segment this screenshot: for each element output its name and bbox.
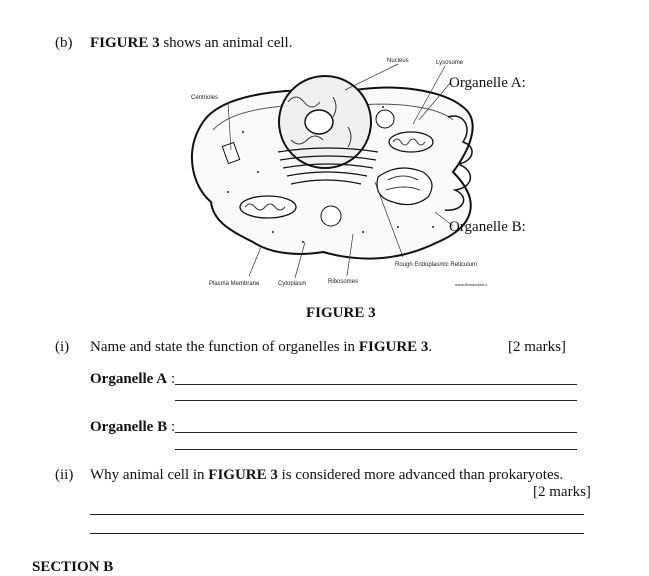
q-i-text-post: . — [428, 339, 433, 355]
q-ii-label: (ii) — [55, 467, 74, 483]
figure-caption: FIGURE 3 — [306, 305, 376, 321]
q-i-marks: [2 marks] — [508, 339, 566, 355]
next-section-heading: SECTION B — [32, 559, 114, 575]
organelle-b-label: Organelle B — [90, 419, 168, 435]
label-centrioles: Centrioles — [191, 95, 219, 101]
q-ii-text-post: is considered more advanced than prokaryotes. — [277, 467, 564, 483]
answer-line-b2[interactable] — [175, 449, 577, 450]
label-lysosome: Lysosome — [436, 60, 464, 66]
organelle-a-colon: : — [167, 371, 175, 387]
q-ii-fig-ref: FIGURE 3 — [208, 467, 278, 483]
q-i-text-pre: Name and state the function of organelles in — [90, 339, 359, 355]
label-ribosomes: Ribosomes — [328, 279, 359, 285]
q-i-label: (i) — [55, 339, 70, 355]
answer-line-a1[interactable] — [175, 384, 577, 385]
q-ii-text — [90, 467, 563, 484]
answer-line-ii2[interactable] — [90, 533, 584, 534]
label-nucleus: Nucleus — [387, 58, 409, 64]
vesicle-bottom — [321, 206, 341, 226]
figure-ref: FIGURE 3 — [90, 35, 160, 51]
answer-line-a2[interactable] — [175, 400, 577, 401]
label-plasma-membrane: Plasma Membrane — [209, 281, 260, 287]
mitochondrion-top — [389, 132, 433, 152]
organelle-a-prompt — [90, 371, 175, 388]
label-organelle-b: Organelle B: — [449, 219, 526, 235]
q-i-fig-ref: FIGURE 3 — [358, 339, 429, 355]
q-i-text — [90, 339, 432, 356]
organelle-b-prompt — [90, 419, 175, 436]
q-ii-text-pre: Why animal cell in — [90, 467, 209, 483]
part-b-text: shows an animal cell. — [159, 35, 293, 51]
label-rough-er: Rough Endoplasmic Reticulum — [395, 262, 478, 268]
answer-line-ii1[interactable] — [90, 514, 584, 515]
label-organelle-a: Organelle A: — [449, 75, 526, 91]
organelle-a-label: Organelle A — [90, 371, 168, 387]
part-b-question — [90, 35, 292, 52]
answer-line-b1[interactable] — [175, 432, 577, 433]
nucleolus — [305, 110, 333, 134]
label-cytoplasm: Cytoplasm — [278, 281, 307, 287]
part-b-label: (b) — [55, 35, 73, 51]
mitochondrion-left — [240, 196, 296, 218]
q-ii-marks: [2 marks] — [533, 484, 591, 500]
animal-cell-diagram — [183, 52, 535, 292]
vesicle-top — [376, 110, 394, 128]
rough-er-shape — [377, 168, 432, 205]
label-watermark: www.flinnandnot.z — [455, 282, 488, 287]
organelle-b-colon: : — [167, 419, 175, 435]
